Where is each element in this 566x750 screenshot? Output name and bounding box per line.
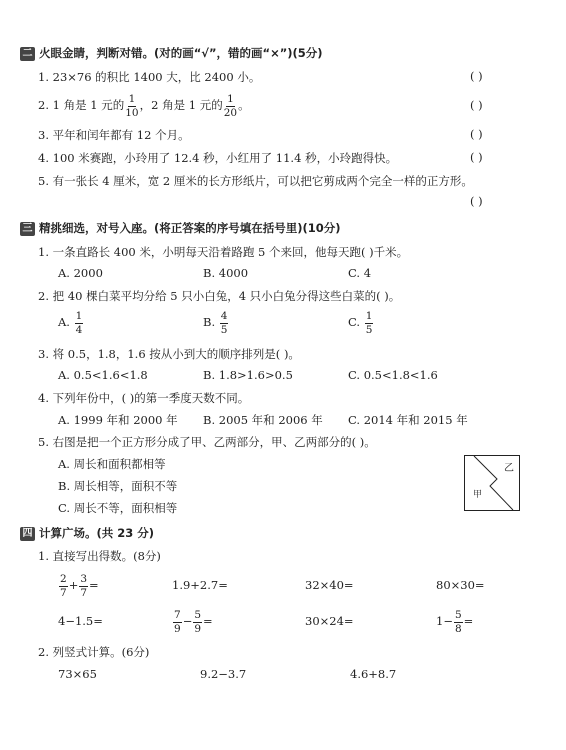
vertical-calc: 9.2−3.7 xyxy=(200,667,247,681)
question-2-5: 5. 有一张长 4 厘米，宽 2 厘米的长方形纸片，可以把它剪成两个完全一样的正方形。 xyxy=(38,174,473,188)
fraction xyxy=(365,311,374,335)
denominator: 9 xyxy=(194,622,202,635)
section-number: 二 xyxy=(20,47,35,61)
question-2-1: 1. 23×76 的积比 1400 大，比 2400 小。 xyxy=(38,70,261,84)
q-text: 2. 1 角是 1 元的 xyxy=(38,98,125,112)
numerator: 5 xyxy=(454,609,462,621)
denominator: 9 xyxy=(174,622,181,635)
q-text: ，2 角是 1 元的 xyxy=(139,98,223,112)
option-b: B. 1.8>1.6>0.5 xyxy=(203,368,293,382)
numerator: 1 xyxy=(227,93,234,105)
question-3-2: 2. 把 40 棵白菜平均分给 5 只小白兔，4 只小白兔分得这些白菜的( )。 xyxy=(38,289,401,303)
question-2-2 xyxy=(38,94,250,118)
fraction xyxy=(125,94,138,118)
option-c xyxy=(348,311,374,335)
section-3-header xyxy=(20,220,341,236)
fraction xyxy=(224,94,237,118)
option-c: C. 4 xyxy=(348,266,372,280)
question-3-4: 4. 下列年份中，( )的第一季度天数不同。 xyxy=(38,391,250,405)
option-b: B. 4000 xyxy=(203,266,249,280)
numerator: 1 xyxy=(75,310,83,322)
option-b: B. 周长相等，面积不等 xyxy=(58,479,178,493)
question-4-2: 2. 列竖式计算。(6分) xyxy=(38,645,150,659)
fraction xyxy=(193,610,202,634)
option-label: B. xyxy=(203,315,216,329)
denominator: 10 xyxy=(125,106,139,119)
denominator: 4 xyxy=(75,323,83,336)
fraction xyxy=(173,610,182,634)
option-a: A. 0.5<1.6<1.8 xyxy=(58,368,148,382)
option-b xyxy=(203,311,229,335)
fraction xyxy=(59,574,68,598)
answer-paren[interactable]: ( ) xyxy=(470,98,483,112)
option-c: C. 2014 年和 2015 年 xyxy=(348,413,468,427)
calc-item: 30×24= xyxy=(305,614,354,628)
denominator: 5 xyxy=(365,323,373,336)
q-text: 。 xyxy=(238,98,250,112)
calc-item: 4−1.5= xyxy=(58,614,103,628)
calc-fraction-sum: $\frac{2}{7}$ + $\frac{3}{7}$ = xyxy=(60,573,99,599)
question-3-3: 3. 将 0.5，1.8，1.6 按从小到大的顺序排列是( )。 xyxy=(38,347,300,361)
denominator: 7 xyxy=(60,586,67,599)
numerator: 3 xyxy=(80,573,88,585)
calc-item: 32×40= xyxy=(305,578,354,592)
section-title: 计算广场。(共 23 分) xyxy=(39,526,155,540)
vertical-calc: 73×65 xyxy=(58,667,97,681)
fraction xyxy=(79,574,88,598)
question-3-5: 5. 右图是把一个正方形分成了甲、乙两部分，甲、乙两部分的( )。 xyxy=(38,435,376,449)
answer-paren[interactable]: ( ) xyxy=(470,150,483,164)
square-diagram xyxy=(464,455,520,511)
question-2-4: 4. 100 米赛跑，小玲用了 12.4 秒，小红用了 11.4 秒，小玲跑得快。 xyxy=(38,151,398,165)
section-number: 三 xyxy=(20,222,35,236)
denominator: 7 xyxy=(80,586,88,599)
vertical-calc: 4.6+8.7 xyxy=(350,667,397,681)
numerator: 2 xyxy=(60,573,67,585)
section-4-header xyxy=(20,525,154,541)
section-title: 火眼金睛，判断对错。(对的画“√”，错的画“×”)(5分) xyxy=(39,46,323,60)
numerator: 4 xyxy=(220,310,228,322)
section-title: 精挑细选，对号入座。(将正答案的序号填在括号里)(10分) xyxy=(39,221,341,235)
calc-item: 80×30= xyxy=(436,578,485,592)
label-jia: 甲 xyxy=(473,490,483,500)
numerator: 1 xyxy=(365,310,373,322)
option-a: A. 周长和面积都相等 xyxy=(58,457,166,471)
option-a xyxy=(58,311,84,335)
numerator: 1 xyxy=(128,93,136,105)
option-c: C. 0.5<1.8<1.6 xyxy=(348,368,438,382)
label-yi: 乙 xyxy=(504,463,514,474)
answer-paren[interactable]: ( ) xyxy=(470,127,483,141)
fraction xyxy=(220,311,229,335)
option-a: A. 2000 xyxy=(58,266,103,280)
square-figure xyxy=(464,455,520,511)
option-a: A. 1999 年和 2000 年 xyxy=(58,413,178,427)
denominator: 20 xyxy=(223,106,238,119)
question-2-3: 3. 平年和闰年都有 12 个月。 xyxy=(38,128,190,142)
section-2-header xyxy=(20,45,323,61)
calc-one-minus: 1− $\frac{5}{8}$ = xyxy=(436,609,474,635)
numerator: 5 xyxy=(194,609,202,621)
option-label: C. xyxy=(348,315,361,329)
answer-paren[interactable]: ( ) xyxy=(470,69,483,83)
fraction xyxy=(454,610,463,634)
calc-item: 1.9+2.7= xyxy=(172,578,228,592)
numerator: 7 xyxy=(174,609,181,621)
answer-paren[interactable]: ( ) xyxy=(470,194,483,208)
option-label: A. xyxy=(58,315,70,329)
question-4-1: 1. 直接写出得数。(8分) xyxy=(38,549,161,563)
denominator: 5 xyxy=(220,323,228,336)
option-b: B. 2005 年和 2006 年 xyxy=(203,413,323,427)
question-3-1: 1. 一条直路长 400 米，小明每天沿着路跑 5 个来回，他每天跑( )千米。 xyxy=(38,245,409,259)
denominator: 8 xyxy=(454,622,462,635)
section-number: 四 xyxy=(20,527,35,541)
fraction xyxy=(75,311,84,335)
calc-fraction-diff: $\frac{7}{9}$ − $\frac{5}{9}$ = xyxy=(174,609,213,635)
option-c: C. 周长不等，面积相等 xyxy=(58,501,178,515)
